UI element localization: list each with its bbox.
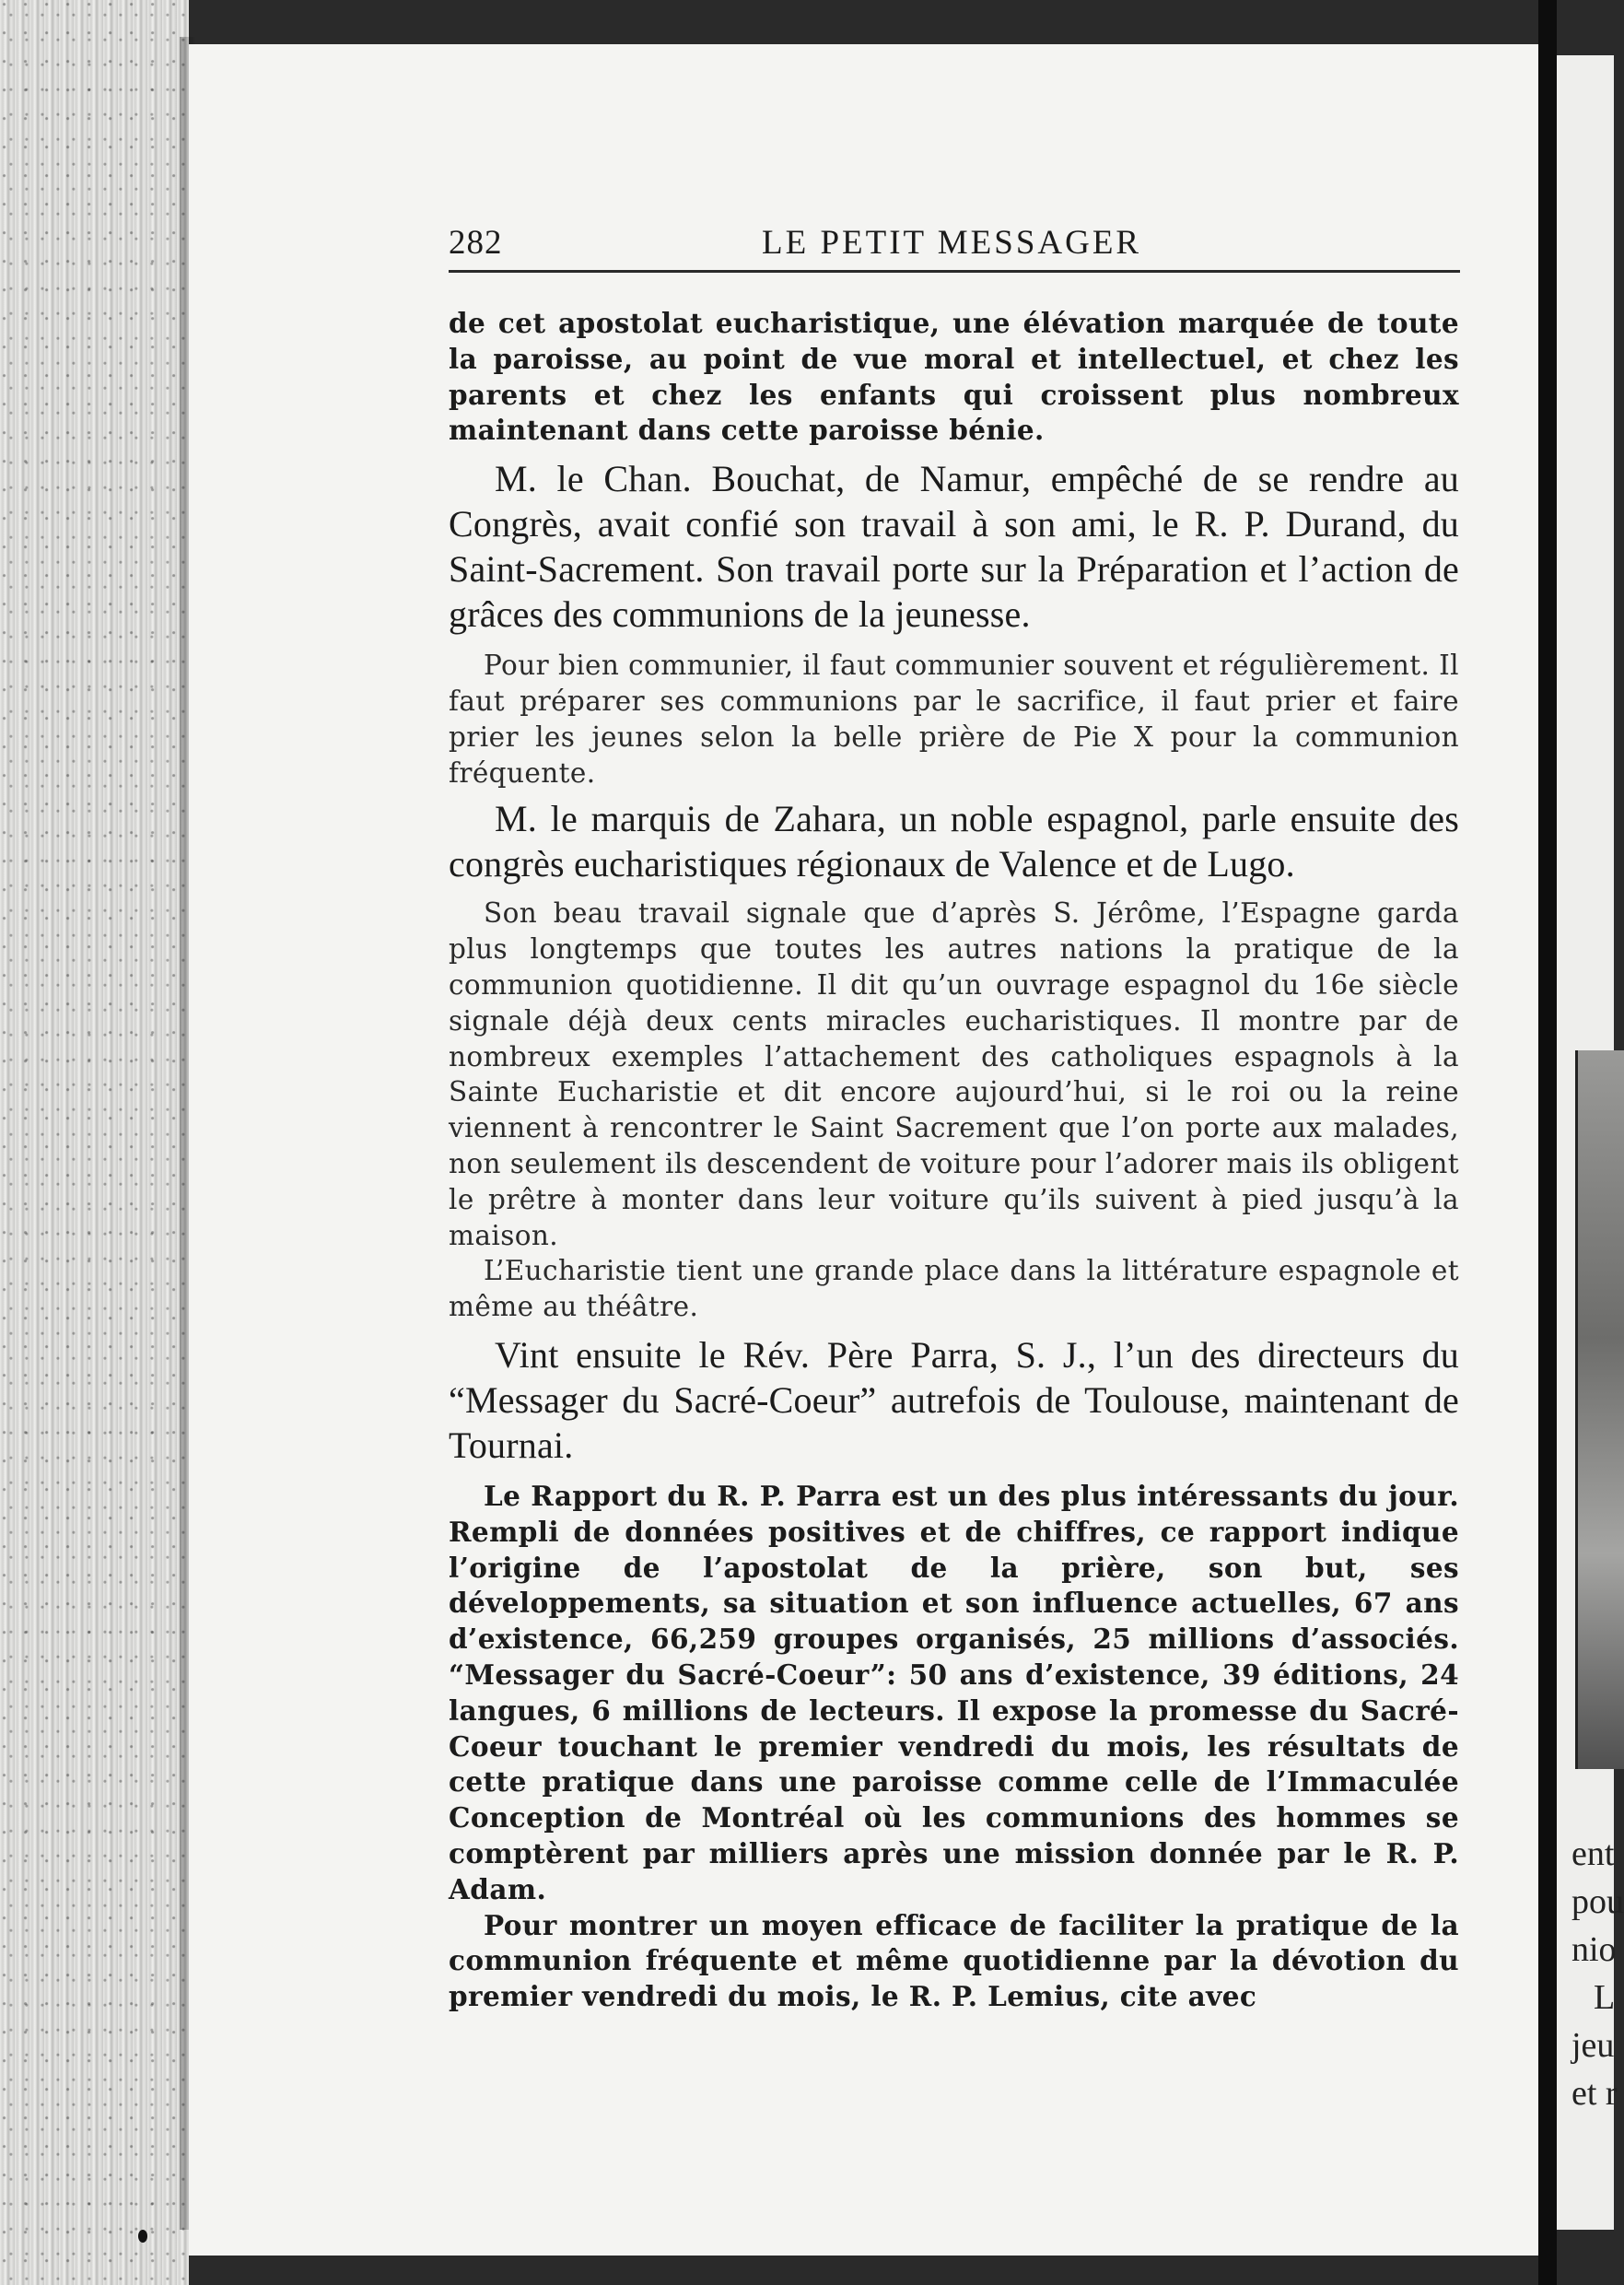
page-number: 282 [449,224,503,262]
facing-page-text: pou [1571,1882,1624,1921]
facing-page-text: jeu [1571,2026,1615,2065]
scan-speck [138,2230,147,2243]
page-edges [0,0,189,2285]
running-title: LE PETIT MESSAGER [762,224,1142,262]
facing-page-text: nio [1571,1930,1617,1969]
page-header [449,223,1462,269]
paragraph: L’Eucharistie tient une grande place dans la littérature espagnole et même au théâtre. [449,1255,1459,1323]
paragraph: M. le marquis de Zahara, un noble espagnol, parle ensuite des congrès eucharistiques régionaux de Valence et de Lugo. [449,798,1459,885]
facing-page-text: et r [1571,2074,1618,2113]
paragraph: M. le Chan. Bouchat, de Namur, empêché de se rendre au Congrès, avait confié son travail à son ami, le R. P. Durand, du Saint-Sacrement. Son travail porte sur la Préparation et l’action de grâces des communions de la jeunesse. [449,458,1459,636]
header-rule [449,270,1460,273]
book-gutter [1538,0,1557,2285]
facing-page-photo [1575,1050,1624,1769]
facing-page-text: ent [1571,1834,1615,1873]
paragraph: Le Rapport du R. P. Parra est un des plus intéressants du jour. Rempli de données positives et de chiffres, ce rapport indique l’origine de l’apostolat de la prière, son but, ses développements, sa situation et son influence actuelles, 67 ans d’existence, 66,259 groupes organisés, 25 millions d’associés. “Messager du Sacré-Coeur”: 50 ans d’existence, 39 éditions, 24 langues, 6 millions de lecteurs. Il expose la promesse du Sacré-Coeur touchant le premier vendredi du mois, les résultats de cette pratique dans une paroisse comme celle de l’Immaculée Conception de Montréal où les communions des hommes se comptèrent par milliers après une mission donnée par le R. P. Adam. [449,1479,1459,1905]
page-body [449,306,1459,2015]
paragraph: de cet apostolat eucharistique, une élévation marquée de toute la paroisse, au point de vue moral et intellectuel, et chez les parents et chez les enfants qui croissent plus nombreux maintenant dans cette paroisse bénie. [449,307,1459,447]
paragraph: Pour bien communier, il faut communier souvent et régulièrement. Il faut préparer ses communions par le sacrifice, il faut prier et faire prier les jeunes selon la belle prière de Pie X pour la communion fréquente. [449,650,1459,789]
paragraph: Son beau travail signale que d’après S. Jérôme, l’Espagne garda plus longtemps que toutes les autres nations la pratique de la communion quotidienne. Il dit qu’un ouvrage espagnol du 16e siècle signale déjà deux cents miracles eucharistiques. Il montre par de nombreux exemples l’attachement des catholiques espagnols à la Sainte Eucharistie et dit encore aujourd’hui, si le roi ou la reine viennent à rencontrer le Saint Sacrement que l’on porte aux malades, non seulement ils descendent de voiture pour l’adorer mais ils obligent le prêtre à monter dans leur voiture qu’ils suivent à pied jusqu’à la maison. [449,897,1459,1251]
facing-page-text: L [1594,1978,1616,2017]
paragraph: Pour montrer un moyen efficace de faciliter la pratique de la communion fréquente et même quotidienne par la dévotion du premier vendredi du mois, le R. P. Lemius, cite avec [449,1908,1459,2013]
paragraph: Vint ensuite le Rév. Père Parra, S. J., l’un des directeurs du “Messager du Sacré-Coeur” autrefois de Toulouse, maintenant de Tournai. [449,1333,1459,1466]
facing-page [1557,55,1624,2230]
